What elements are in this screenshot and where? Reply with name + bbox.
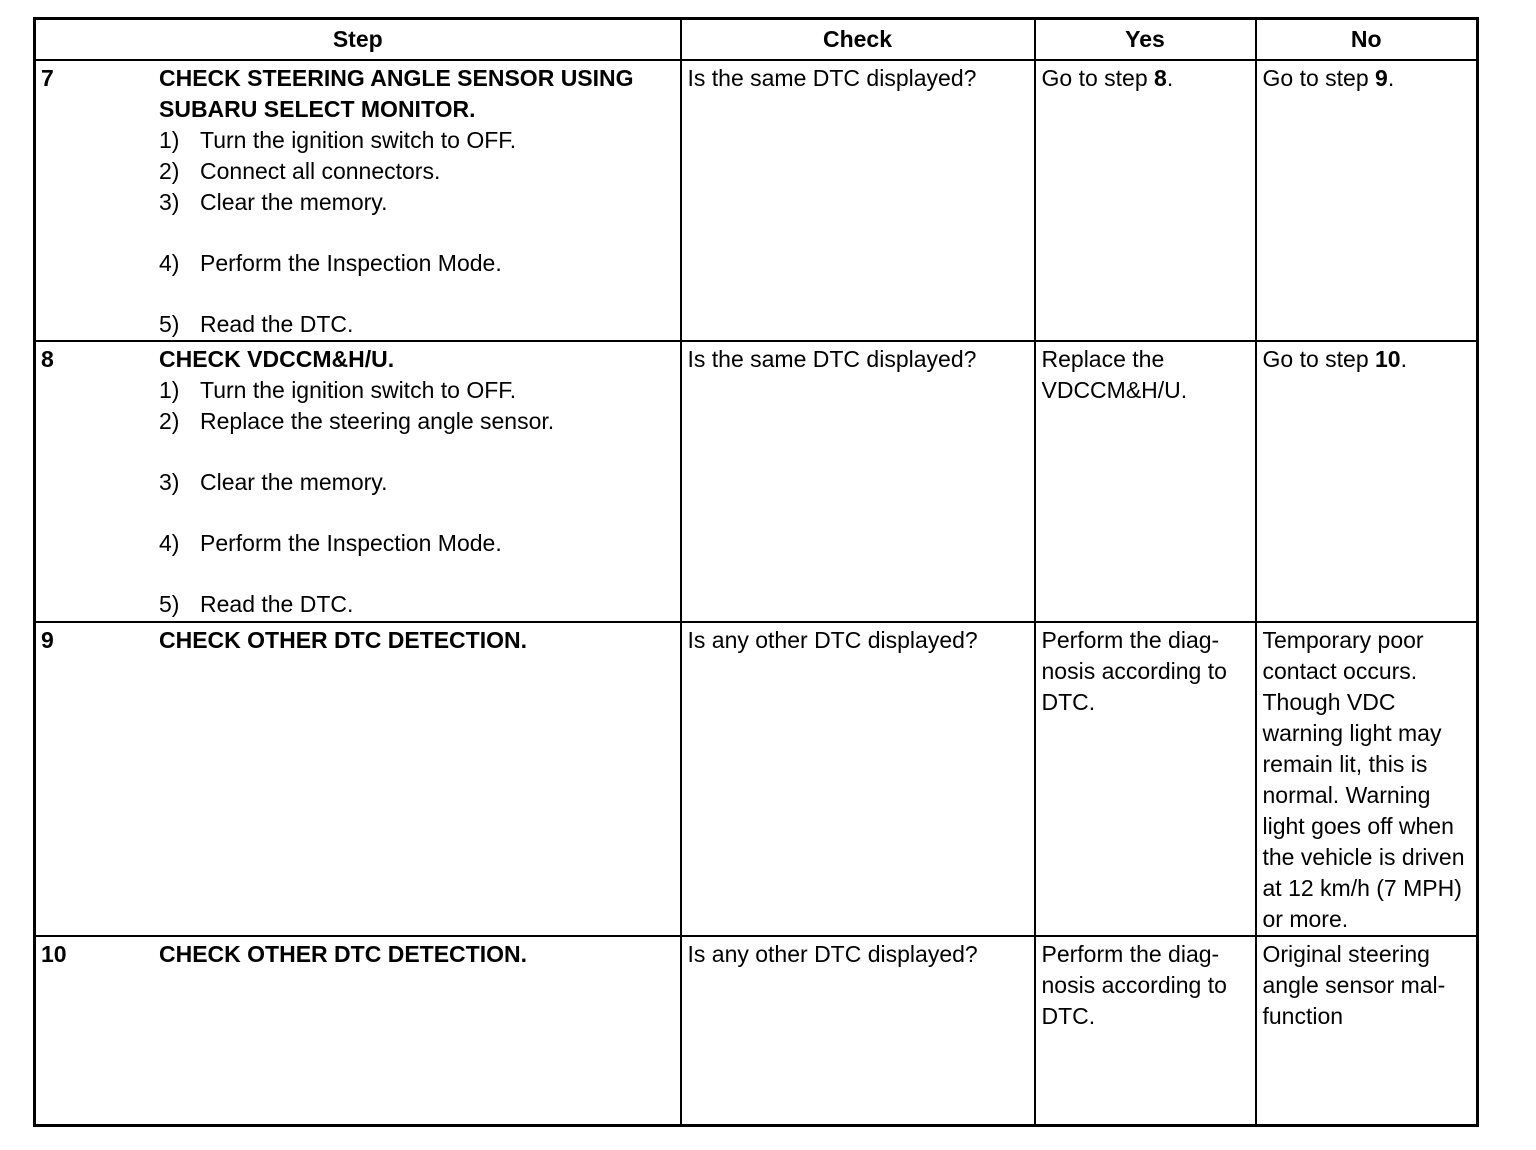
substep-text: Replace the steering angle sensor.	[200, 408, 555, 434]
substep-number: 5)	[159, 311, 180, 337]
step-cell	[35, 60, 681, 341]
substep-text: Connect all connectors.	[200, 158, 441, 184]
substep-number: 2)	[159, 158, 180, 184]
substep-number: 5)	[159, 591, 180, 617]
step-cell	[35, 936, 681, 1126]
table-row	[35, 936, 1478, 1126]
no-text: Go to step	[1262, 65, 1376, 91]
header-row	[35, 19, 1478, 61]
no-suffix: .	[1400, 346, 1407, 372]
yes-suffix: .	[1166, 65, 1174, 91]
no-cell	[1256, 60, 1478, 341]
substep-text: Turn the ignition switch to OFF.	[200, 127, 517, 153]
check-cell: Is any other DTC displayed?	[681, 622, 1035, 936]
no-cell	[1256, 341, 1478, 622]
step-body	[159, 61, 680, 340]
header-step: Step	[35, 19, 681, 61]
step-title: CHECK STEERING ANGLE SENSOR USING SUBARU SELECT MONITOR.	[159, 65, 634, 122]
no-cell: Original steering angle sensor malfunction	[1256, 936, 1478, 1126]
substep-text: Clear the memory.	[200, 469, 388, 495]
step-number: 8	[41, 346, 54, 372]
substep	[159, 187, 674, 218]
substep-text: Read the DTC.	[200, 591, 354, 617]
table-row	[35, 341, 1478, 622]
substep-number: 4)	[159, 250, 180, 276]
check-cell: Is the same DTC displayed?	[681, 60, 1035, 341]
substep-number: 4)	[159, 530, 180, 556]
step-cell	[35, 341, 681, 622]
step-title: CHECK OTHER DTC DETECTION.	[159, 627, 527, 653]
substep-number: 3)	[159, 189, 180, 215]
step-number: 9	[41, 627, 54, 653]
substep-number: 1)	[159, 377, 180, 403]
yes-cell: Perform the diagnosis according to DTC.	[1035, 936, 1256, 1126]
substep	[159, 589, 674, 620]
substep	[159, 309, 674, 340]
table-row	[35, 622, 1478, 936]
substep-text: Perform the Inspection Mode.	[200, 530, 502, 556]
yes-cell: Perform the diagnosis according to DTC.	[1035, 622, 1256, 936]
substep	[159, 467, 674, 498]
substep	[159, 125, 674, 156]
step-reference: 8	[1154, 65, 1167, 91]
yes-cell: Replace the VDCCM&H/U.	[1035, 341, 1256, 622]
step-cell	[35, 622, 681, 936]
no-suffix: .	[1387, 65, 1395, 91]
step-reference: 10	[1375, 346, 1401, 372]
check-cell: Is any other DTC displayed?	[681, 936, 1035, 1126]
substep-text: Read the DTC.	[200, 311, 354, 337]
diagnostic-table	[33, 17, 1479, 1127]
substep-number: 2)	[159, 408, 180, 434]
table-row	[35, 60, 1478, 341]
step-body	[159, 342, 680, 620]
substep-text: Turn the ignition switch to OFF.	[200, 377, 517, 403]
substep	[159, 248, 674, 279]
yes-cell	[1035, 60, 1256, 341]
substep-number: 1)	[159, 127, 180, 153]
step-number: 10	[41, 941, 67, 967]
substep	[159, 528, 674, 559]
step-number: 7	[41, 65, 54, 91]
step-reference: 9	[1375, 65, 1388, 91]
no-cell: Temporary poor contact occurs. Though VDC warning light may remain lit, this is normal. Warning light goes off when the vehicle is driven at 12 km/h (7 MPH) or more.	[1256, 622, 1478, 936]
substep	[159, 406, 674, 437]
header-no: No	[1256, 19, 1478, 61]
substep-text: Perform the Inspection Mode.	[200, 250, 502, 276]
substep-number: 3)	[159, 469, 180, 495]
step-title: CHECK VDCCM&H/U.	[159, 346, 395, 372]
step-title: CHECK OTHER DTC DETECTION.	[159, 941, 527, 967]
header-yes: Yes	[1035, 19, 1256, 61]
no-text: Go to step	[1262, 346, 1376, 372]
step-body	[159, 937, 680, 970]
substep-text: Clear the memory.	[200, 189, 388, 215]
substep	[159, 375, 674, 406]
substep	[159, 156, 674, 187]
check-cell: Is the same DTC displayed?	[681, 341, 1035, 622]
yes-text: Go to step	[1041, 65, 1155, 91]
header-check: Check	[681, 19, 1035, 61]
step-body	[159, 623, 680, 656]
